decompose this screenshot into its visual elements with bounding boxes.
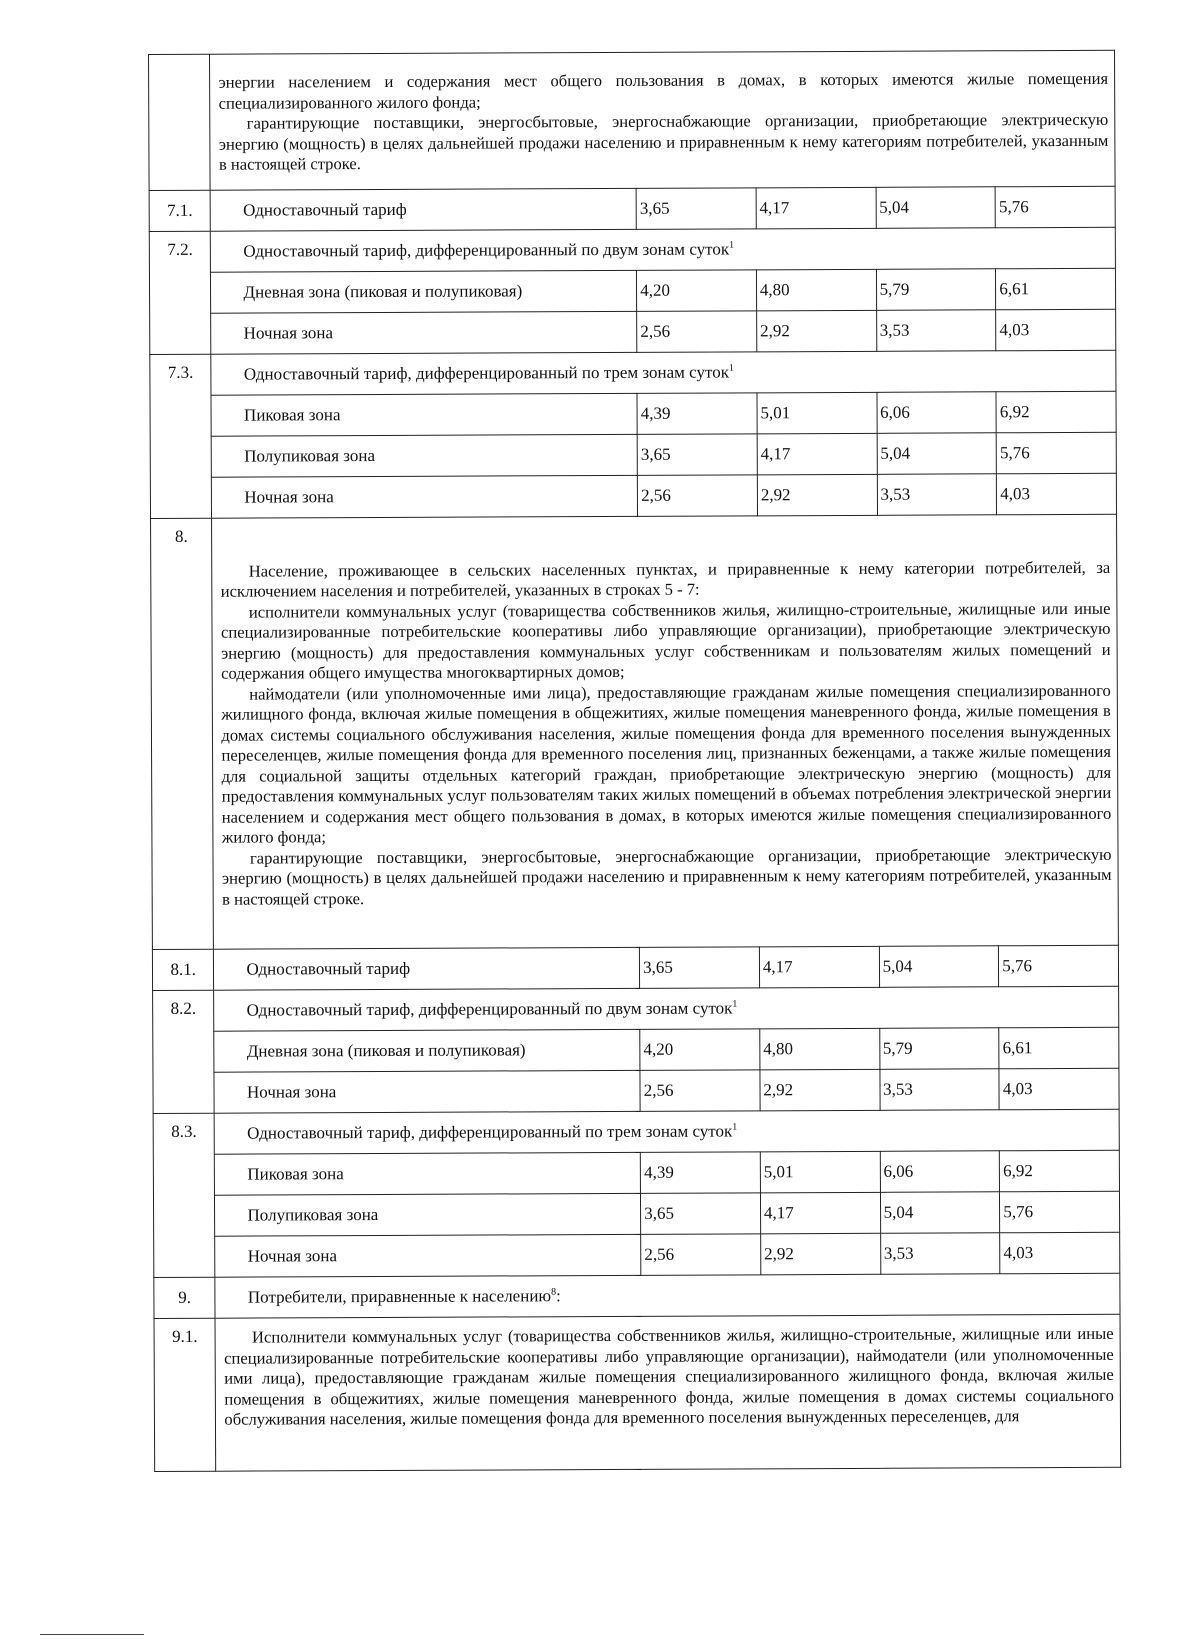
description-paragraph: исполнители коммунальных услуг (товарищества собственников жилья, жилищно-строительные, жилищные или иные специализированные потребительские кооперативы либо управляющие организации), приобретающие электрическую энергию (мощность) для предоставления коммунальных услуг собственникам и пользователям жилых помещений и содержания общего имущества многоквартирных домов; xyxy=(220,598,1111,683)
zone-label: Ночная зона xyxy=(215,1234,641,1277)
row-number: 8.1. xyxy=(152,949,214,990)
tariff-value: 5,79 xyxy=(876,269,996,311)
colon-text: : xyxy=(556,1286,561,1306)
footnote-mark: 1 xyxy=(728,362,734,374)
tariff-value: 5,01 xyxy=(760,1151,880,1193)
tariff-value: 6,61 xyxy=(996,268,1116,310)
tariff-value: 6,06 xyxy=(880,1151,1000,1193)
category-description xyxy=(215,1314,1120,1471)
tariff-value: 3,53 xyxy=(880,1233,1000,1275)
footnote-mark: 1 xyxy=(732,998,738,1010)
tariff-value: 3,53 xyxy=(879,1069,999,1111)
zone-label: Дневная зона (пиковая и полупиковая) xyxy=(214,1029,640,1072)
tariff-label: Одноставочный тариф xyxy=(211,188,637,231)
table-row xyxy=(153,986,1119,1031)
table-row xyxy=(152,945,1118,990)
tariff-value: 2,92 xyxy=(757,474,877,516)
table-row xyxy=(153,1150,1119,1195)
tariff-group-label xyxy=(211,227,1116,272)
tariff-value: 6,92 xyxy=(996,391,1116,433)
tariff-value: 5,76 xyxy=(996,432,1116,474)
tariff-value: 2,92 xyxy=(756,310,876,352)
tariff-table xyxy=(148,50,1121,1472)
footnote-mark: 8 xyxy=(551,1286,557,1298)
footnote-mark: 1 xyxy=(732,1121,738,1133)
tariff-value: 4,20 xyxy=(637,270,757,312)
zone-label: Ночная зона xyxy=(214,1070,640,1113)
description-paragraph: Население, проживающее в сельских населенных пунктах, и приравненные к нему категории потребителей, за исключением населения и потребителей, указанных в строках 5 - 7: xyxy=(220,557,1111,601)
tariff-value: 5,76 xyxy=(1000,1191,1120,1233)
row-number: 9. xyxy=(154,1277,216,1318)
row-number: 8. xyxy=(151,518,214,949)
category-description xyxy=(212,514,1118,949)
tariff-value: 5,01 xyxy=(757,392,877,434)
description-paragraph: энергии населением и содержания мест общего пользования в домах, в которых имеются жилые помещения специализированного жилого фонда; xyxy=(218,69,1109,113)
row-number: 7.1. xyxy=(149,190,211,231)
tariff-value: 2,56 xyxy=(640,1070,760,1112)
row-number: 8.2. xyxy=(153,990,215,1113)
tariff-group-text: Одноставочный тариф, дифференцированный по двум зонам суток xyxy=(246,998,733,1020)
zone-label: Пиковая зона xyxy=(215,1152,641,1195)
zone-label: Полупиковая зона xyxy=(215,1193,641,1236)
tariff-value: 6,61 xyxy=(999,1027,1119,1069)
tariff-value: 4,03 xyxy=(997,473,1117,515)
tariff-value: 5,79 xyxy=(879,1028,999,1070)
tariff-value: 4,39 xyxy=(640,1152,760,1194)
table-row xyxy=(150,432,1116,477)
footnote-divider xyxy=(40,1634,144,1635)
tariff-value: 3,65 xyxy=(640,947,760,989)
tariff-value: 4,20 xyxy=(640,1029,760,1071)
tariff-value: 3,65 xyxy=(641,1193,761,1235)
table-row xyxy=(149,50,1116,190)
footnote-mark: 1 xyxy=(729,239,735,251)
tariff-value: 5,04 xyxy=(876,187,996,229)
tariff-group-text: Одноставочный тариф, дифференцированный по двум зонам суток xyxy=(243,239,730,261)
zone-label: Полупиковая зона xyxy=(212,434,638,477)
description-paragraph: наймодатели (или уполномоченные ими лица), предоставляющие гражданам жилые помещения специализированного жилищного фонда, включая жилые помещения в общежитиях, жилые помещения маневренного фонда, жилые помещения в домах системы социального обслуживания населения, жилые помещения фонда для временного поселения вынужденных переселенцев, жилые помещения фонда для временного поселения лиц, признанных беженцами, а также жилые помещения для социальной защиты отдельных категорий граждан, приобретающие электрическую энергию (мощность) для предоставления коммунальных услуг пользователям таких жилых помещений в объемах потребления электрической энергии населением и содержания мест общего пользования в домах, в которых имеются жилые помещения специализированного жилого фонда; xyxy=(221,680,1112,847)
tariff-value: 2,56 xyxy=(637,475,757,517)
tariff-value: 2,56 xyxy=(641,1234,761,1276)
table-row xyxy=(154,1273,1120,1318)
description-paragraph: гарантирующие поставщики, энергосбытовые, энергоснабжающие организации, приобретающие электрическую энергию (мощность) в целях дальнейшей продажи населению и приравненным к нему категориям потребителей, указанным в настоящей строке. xyxy=(218,110,1109,174)
zone-label: Дневная зона (пиковая и полупиковая) xyxy=(211,270,637,313)
tariff-label: Одноставочный тариф xyxy=(214,947,640,990)
tariff-value: 5,76 xyxy=(995,186,1115,228)
table-row xyxy=(154,1314,1121,1471)
tariff-value: 5,76 xyxy=(999,945,1119,987)
table-row xyxy=(153,1109,1119,1154)
zone-label: Ночная зона xyxy=(212,475,638,518)
tariff-value: 4,17 xyxy=(757,433,877,475)
zone-label: Пиковая зона xyxy=(211,393,637,436)
tariff-value: 4,80 xyxy=(760,1028,880,1070)
row-number: 8.3. xyxy=(153,1113,215,1277)
row-number-cell xyxy=(149,54,211,190)
tariff-value: 4,03 xyxy=(1000,1232,1120,1274)
row-number: 9.1. xyxy=(154,1318,216,1471)
table-row xyxy=(151,514,1119,949)
tariff-group-text: Одноставочный тариф, дифференцированный по трем зонам суток xyxy=(247,1121,733,1143)
table-row xyxy=(153,1027,1119,1072)
tariff-value: 4,39 xyxy=(637,393,757,435)
tariff-value: 4,03 xyxy=(996,309,1116,351)
table-row xyxy=(150,391,1116,436)
tariff-value: 3,53 xyxy=(876,310,996,352)
tariff-value: 3,65 xyxy=(636,188,756,230)
tariff-group-label xyxy=(215,1109,1120,1154)
table-row xyxy=(154,1232,1120,1277)
table-row xyxy=(149,227,1115,272)
tariff-value: 6,92 xyxy=(1000,1150,1120,1192)
table-row xyxy=(149,268,1115,313)
tariff-value: 4,03 xyxy=(999,1068,1119,1110)
tariff-value: 4,80 xyxy=(756,269,876,311)
table-row xyxy=(150,473,1116,518)
table-row xyxy=(150,350,1116,395)
category-text: Потребители, приравненные к населению xyxy=(247,1286,552,1307)
tariff-group-text: Одноставочный тариф, дифференцированный по трем зонам суток xyxy=(243,362,729,384)
zone-label: Ночная зона xyxy=(211,311,637,354)
tariff-value: 5,04 xyxy=(880,1192,1000,1234)
tariff-value: 2,92 xyxy=(760,1069,880,1111)
description-paragraph: Исполнители коммунальных услуг (товарищества собственников жилья, жилищно-строительные, жилищные или иные специализированные потребительские кооперативы либо управляющие организации), наймодатели (или уполномоченные ими лица), предоставляющие гражданам жилые помещения специализированного жилищного фонда, включая жилые помещения в общежитиях, жилые помещения маневренного фонда, жилые помещения в домах системы социального обслуживания населения, жилые помещения фонда для временного поселения вынужденных переселенцев, для xyxy=(224,1323,1114,1429)
table-row xyxy=(153,1068,1119,1113)
table-row xyxy=(149,186,1115,231)
tariff-group-label xyxy=(214,986,1119,1031)
tariff-value: 4,17 xyxy=(756,187,876,229)
tariff-value: 5,04 xyxy=(877,433,997,475)
tariff-value: 3,53 xyxy=(877,474,997,516)
tariff-value: 4,17 xyxy=(760,1192,880,1234)
table-row xyxy=(153,1191,1119,1236)
tariff-group-label xyxy=(211,350,1116,395)
row-number: 7.3. xyxy=(150,354,212,518)
tariff-value: 2,56 xyxy=(637,311,757,353)
tariff-value: 6,06 xyxy=(877,392,997,434)
category-label xyxy=(215,1273,1120,1318)
tariff-value: 4,17 xyxy=(759,946,879,988)
tariff-value: 3,65 xyxy=(637,434,757,476)
tariff-value: 5,04 xyxy=(879,946,999,988)
description-paragraph: гарантирующие поставщики, энергосбытовые, энергоснабжающие организации, приобретающие электрическую энергию (мощность) в целях дальнейшей продажи населению и приравненным к нему категориям потребителей, указанным в настоящей строке. xyxy=(221,844,1112,909)
table-row xyxy=(150,309,1116,354)
row-number: 7.2. xyxy=(149,231,211,354)
category-description xyxy=(210,50,1115,190)
tariff-value: 2,92 xyxy=(761,1233,881,1275)
